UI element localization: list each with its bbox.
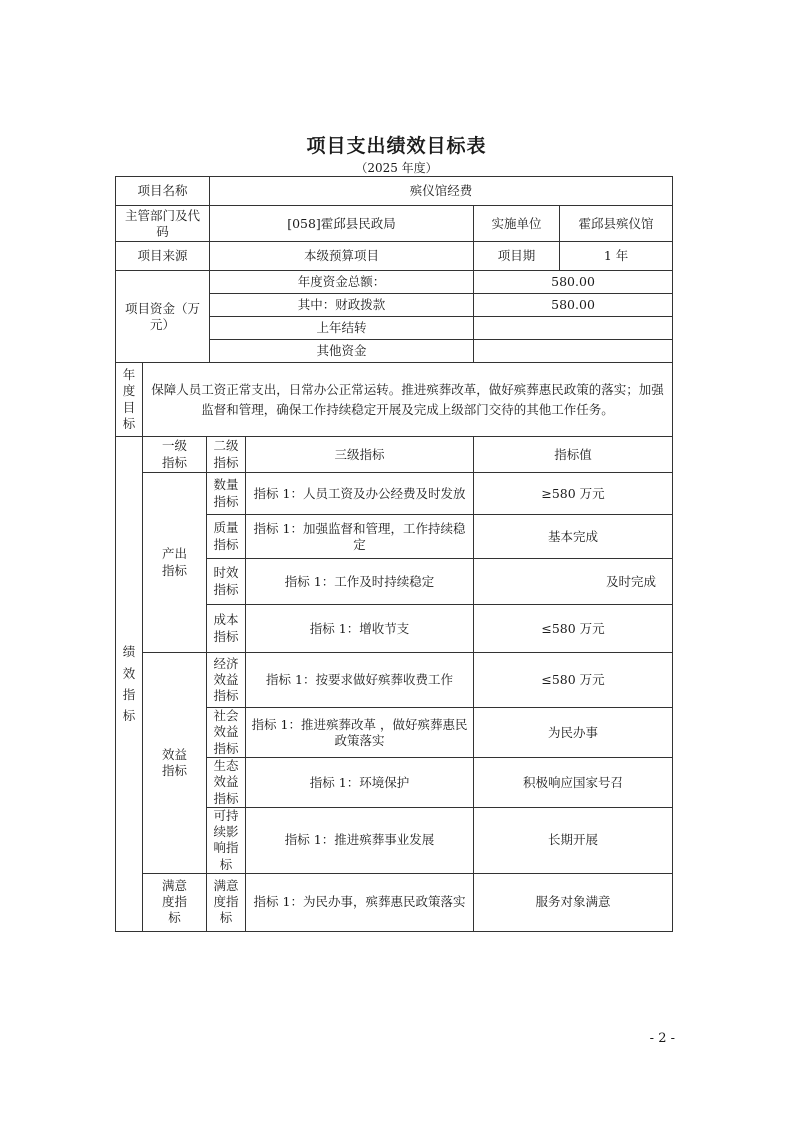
- level1-satisfaction: 满意度指标: [143, 873, 207, 931]
- funds-line-value: 580.00: [474, 294, 673, 317]
- department-value: [058]霍邱县民政局: [210, 206, 474, 242]
- performance-table: [115, 176, 673, 932]
- value-cell: 服务对象满意: [474, 873, 673, 931]
- indicator-row: [116, 873, 673, 931]
- page-title: 项目支出绩效目标表: [306, 135, 487, 157]
- value-cell: 为民办事: [474, 708, 673, 758]
- page-subtitle: （2025 年度）: [355, 161, 438, 175]
- project-source-value: 本级预算项目: [210, 242, 474, 271]
- row-project-name: [116, 177, 673, 206]
- row-department: [116, 206, 673, 242]
- page-number: - 2 -: [649, 1031, 675, 1046]
- level3-cell: 指标 1：为民办事，殡葬惠民政策落实: [246, 873, 474, 931]
- level2-cell: 时效指标: [207, 559, 246, 605]
- implementing-unit-value: 霍邱县殡仪馆: [560, 206, 673, 242]
- performance-indicators-label: 绩效指标: [116, 437, 143, 932]
- row-annual-goal: [116, 363, 673, 437]
- annual-goal-text: 保障人员工资正常支出，日常办公正常运转。推进殡葬改革，做好殡葬惠民政策的落实；加强监督和管理，确保工作持续稳定开展及完成上级部门交待的其他工作任务。: [143, 363, 673, 437]
- annual-goal-label: 年度目标: [116, 363, 143, 437]
- level2-cell: 质量指标: [207, 515, 246, 559]
- funds-line-label: 年度资金总额：: [210, 271, 474, 294]
- level3-cell: 指标 1：人员工资及办公经费及时发放: [246, 473, 474, 515]
- value-cell: ≤580 万元: [474, 605, 673, 653]
- level2-cell: 社会效益指标: [207, 708, 246, 758]
- funds-line-label: 其他资金: [210, 340, 474, 363]
- level3-cell: 指标 1：增收节支: [246, 605, 474, 653]
- level3-cell: 指标 1：加强监督和管理，工作持续稳定: [246, 515, 474, 559]
- level2-cell: 可持续影响指标: [207, 807, 246, 873]
- funds-line-label: 其中：财政拨款: [210, 294, 474, 317]
- implementing-unit-label: 实施单位: [474, 206, 560, 242]
- level3-cell: 指标 1：工作及时持续稳定: [246, 559, 474, 605]
- value-cell: 及时完成: [474, 559, 673, 605]
- header-level1: 一级指标: [143, 437, 207, 473]
- header-level3: 三级指标: [246, 437, 474, 473]
- indicator-row: [116, 473, 673, 515]
- value-cell: 基本完成: [474, 515, 673, 559]
- project-period-value: 1 年: [560, 242, 673, 271]
- level3-cell: 指标 1：环境保护: [246, 758, 474, 808]
- level1-output: 产出指标: [143, 473, 207, 653]
- level2-cell: 满意度指标: [207, 873, 246, 931]
- value-cell: 积极响应国家号召: [474, 758, 673, 808]
- funds-line-value: 580.00: [474, 271, 673, 294]
- level1-benefit: 效益指标: [143, 653, 207, 874]
- level2-cell: 经济效益指标: [207, 653, 246, 708]
- row-project-source: [116, 242, 673, 271]
- project-funds-label: 项目资金（万元）: [116, 271, 210, 363]
- indicator-header-row: [116, 437, 673, 473]
- funds-line-value: [474, 317, 673, 340]
- level2-cell: 数量指标: [207, 473, 246, 515]
- project-name-value: 殡仪馆经费: [210, 177, 673, 206]
- project-name-label: 项目名称: [116, 177, 210, 206]
- value-cell: ≤580 万元: [474, 653, 673, 708]
- project-period-label: 项目期: [474, 242, 560, 271]
- project-source-label: 项目来源: [116, 242, 210, 271]
- header-level2: 二级指标: [207, 437, 246, 473]
- level3-cell: 指标 1：按要求做好殡葬收费工作: [246, 653, 474, 708]
- level3-cell: 指标 1：推进殡葬改革 ，做好殡葬惠民政策落实: [246, 708, 474, 758]
- indicator-row: [116, 653, 673, 708]
- value-cell: 长期开展: [474, 807, 673, 873]
- department-label: 主管部门及代码: [116, 206, 210, 242]
- row-funds-total: [116, 271, 673, 294]
- funds-line-value: [474, 340, 673, 363]
- funds-line-label: 上年结转: [210, 317, 474, 340]
- level3-cell: 指标 1：推进殡葬事业发展: [246, 807, 474, 873]
- value-cell: ≥580 万元: [474, 473, 673, 515]
- header-value: 指标值: [474, 437, 673, 473]
- level2-cell: 成本指标: [207, 605, 246, 653]
- level2-cell: 生态效益指标: [207, 758, 246, 808]
